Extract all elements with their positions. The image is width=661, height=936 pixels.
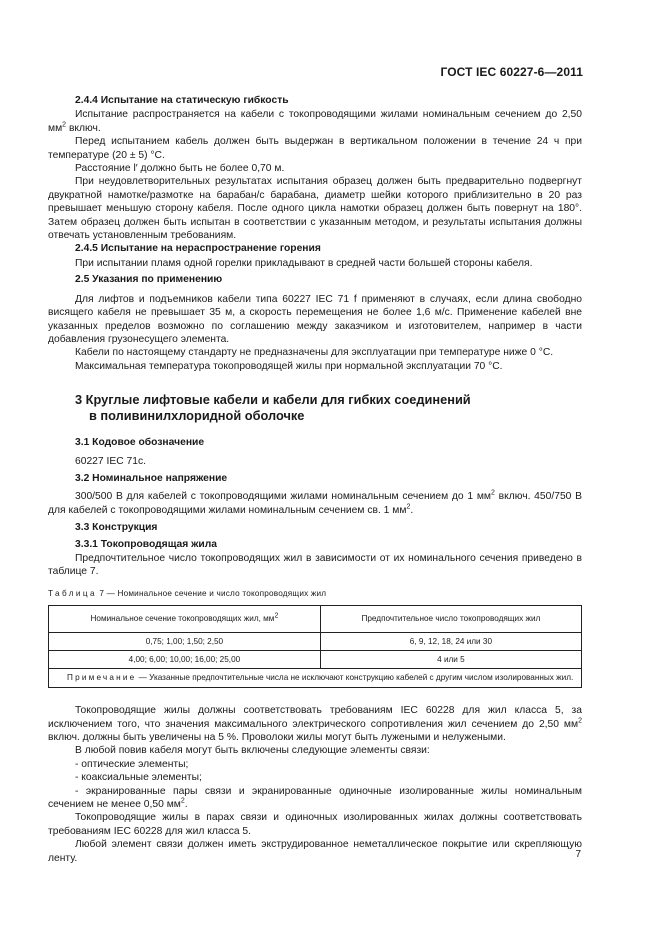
paragraph: Кабели по настоящему стандарту не предназначены для эксплуатации при температуре ниже 0 °С. — [75, 347, 554, 359]
paragraph — [48, 490, 582, 517]
heading-line: 3 Круглые лифтовые кабели и кабели для гибких соединений — [75, 392, 471, 408]
table-cell-count: 6, 9, 12, 18, 24 или 30 — [320, 633, 581, 651]
section-heading-2-5: 2.5 Указания по применению — [75, 274, 223, 286]
table-row — [49, 633, 582, 651]
section-3-1 — [48, 436, 582, 468]
section-heading-3-1: 3.1 Кодовое обозначение — [75, 437, 205, 449]
column-header-count: Предпочтительное число токопроводящих жил — [320, 606, 581, 633]
caption-label: Таблица — [48, 588, 97, 598]
superscript: 2 — [62, 121, 67, 129]
section-2-4-4 — [48, 94, 582, 242]
page-number: 7 — [575, 849, 581, 860]
table-7 — [48, 605, 582, 688]
paragraph: При неудовлетворительных результатах испытания образец должен быть предварительно подвергнут двукратной намотке/размотке на барабан/с барабана, диаметр шейки которого приблизительно в 20 раз превышает меньшую сторону кабеля. После одного цикла намотки образец должен быть повернут на 180°. Затем образец должен быть испытан в соответствии с указанным методом, и результаты испытания должны отвечать установленным требованиям. — [48, 176, 582, 242]
table-note — [49, 669, 582, 688]
section-heading-2-4-5: 2.4.5 Испытание на нераспространение горения — [75, 243, 321, 255]
table-caption — [48, 587, 582, 600]
text-run: . — [184, 799, 188, 811]
section-heading-3-3: 3.3 Конструкция — [75, 522, 158, 534]
section-3-3-1 — [48, 538, 582, 579]
paragraph: Предпочтительное число токопроводящих жил в зависимости от их номинального сечения приведено в таблице 7. — [48, 552, 582, 578]
section-3-heading — [75, 392, 582, 424]
column-header-section — [49, 606, 321, 633]
text-run: Токопроводящие жилы должны соответствовать требованиям IEC 60228 для жил класса 5, за исключением того, что значения максимального электрического сопротивления жил сечением до 2,50 мм — [48, 705, 582, 730]
header-text: Номинальное сечение токопроводящих жил, мм — [90, 614, 275, 624]
text-run: - экранированные пары связи и экранированные одиночные изолированные жилы номинальным сечением не менее 0,50 мм — [48, 785, 582, 811]
paragraph — [48, 704, 582, 744]
page-content — [48, 94, 582, 865]
list-item: - коаксиальные элементы; — [75, 772, 202, 784]
superscript: 2 — [406, 503, 411, 511]
paragraph: 60227 IEC 71c. — [75, 455, 146, 467]
section-2-4-5 — [48, 242, 582, 270]
paragraph: При испытании пламя одной горелки прикладывают в средней части большей стороны кабеля. — [75, 257, 533, 269]
section-heading-3-2: 3.2 Номинальное напряжение — [75, 472, 228, 484]
superscript: 2 — [578, 717, 582, 725]
text-run: 300/500 В для кабелей с токопроводящими жилами номинальным сечением до 1 мм — [75, 491, 491, 503]
paragraph: В любой повив кабеля могут быть включены следующие элементы связи: — [75, 745, 430, 757]
table-cell-section: 0,75; 1,00; 1,50; 2,50 — [49, 633, 321, 651]
note-label: Примечание — [67, 673, 137, 683]
section-3-2 — [48, 472, 582, 517]
note-text: — Указанные предпочтительные числа не исключают конструкцию кабелей с другим числом изолированных жил. — [136, 673, 574, 683]
text-run: Испытание распространяется на кабели с токопроводящими жилами номинальным сечением до 2,50 мм — [48, 109, 582, 134]
section-heading-2-4-4: 2.4.4 Испытание на статическую гибкость — [75, 95, 289, 106]
conductor-requirements — [48, 704, 582, 865]
paragraph: Максимальная температура токопроводящей жилы при нормальной эксплуатации 70 °С. — [75, 360, 503, 372]
standard-header: ГОСТ IEC 60227-6—2011 — [440, 65, 583, 79]
section-heading-3-3-1: 3.3.1 Токопроводящая жила — [75, 538, 217, 550]
table-cell-count: 4 или 5 — [320, 651, 581, 669]
caption-text: 7 — Номинальное сечение и число токопроводящих жил — [96, 588, 327, 598]
text-run: . — [410, 504, 414, 516]
heading-line: в поливинилхлоридной оболочке — [89, 408, 305, 424]
paragraph — [48, 108, 582, 135]
paragraph: Токопроводящие жилы в парах связи и одиночных изолированных жилах должны соответствовать требованиям IEC 60228 для жил класса 5. — [48, 812, 582, 837]
text-run: включ. — [66, 122, 101, 134]
table-cell-section: 4,00; 6,00; 10,00; 16,00; 25,00 — [49, 651, 321, 669]
text-run: включ. 450/750 В для кабелей с токопроводящими жилами номинальным сечением св. 1 мм — [48, 491, 582, 516]
table-note-row — [49, 669, 582, 688]
list-item — [48, 785, 582, 812]
text-run: включ. должны быть увеличены на 5 %. Проволоки жилы могут быть лужеными и нелужеными. — [48, 732, 506, 743]
superscript: 2 — [274, 612, 279, 620]
table-header-row — [49, 606, 582, 633]
section-2-5 — [48, 273, 582, 373]
table-row — [49, 651, 582, 669]
superscript: 2 — [491, 489, 495, 497]
paragraph: Любой элемент связи должен иметь экструдированное неметаллическое покрытие или скрепляющую ленту. — [48, 839, 582, 864]
paragraph: Перед испытанием кабель должен быть выдержан в вертикальном положении в течение 24 ч при температуре (20 ± 5) °С. — [48, 136, 582, 161]
list-item: - оптические элементы; — [75, 758, 189, 770]
superscript: 2 — [180, 797, 185, 805]
paragraph: Для лифтов и подъемников кабели типа 60227 IEC 71 f применяют в случаях, если длина свободно висящего кабеля не превышает 35 м, а скорость перемещения не более 1,6 м/с. Применение кабелей вне указанных пределов возможно по соглашению между заказчиком и изготовителем, например в части добавления грузонесущего элемента. — [48, 293, 582, 345]
paragraph: Расстояние l′ должно быть не более 0,70 м. — [75, 163, 285, 175]
